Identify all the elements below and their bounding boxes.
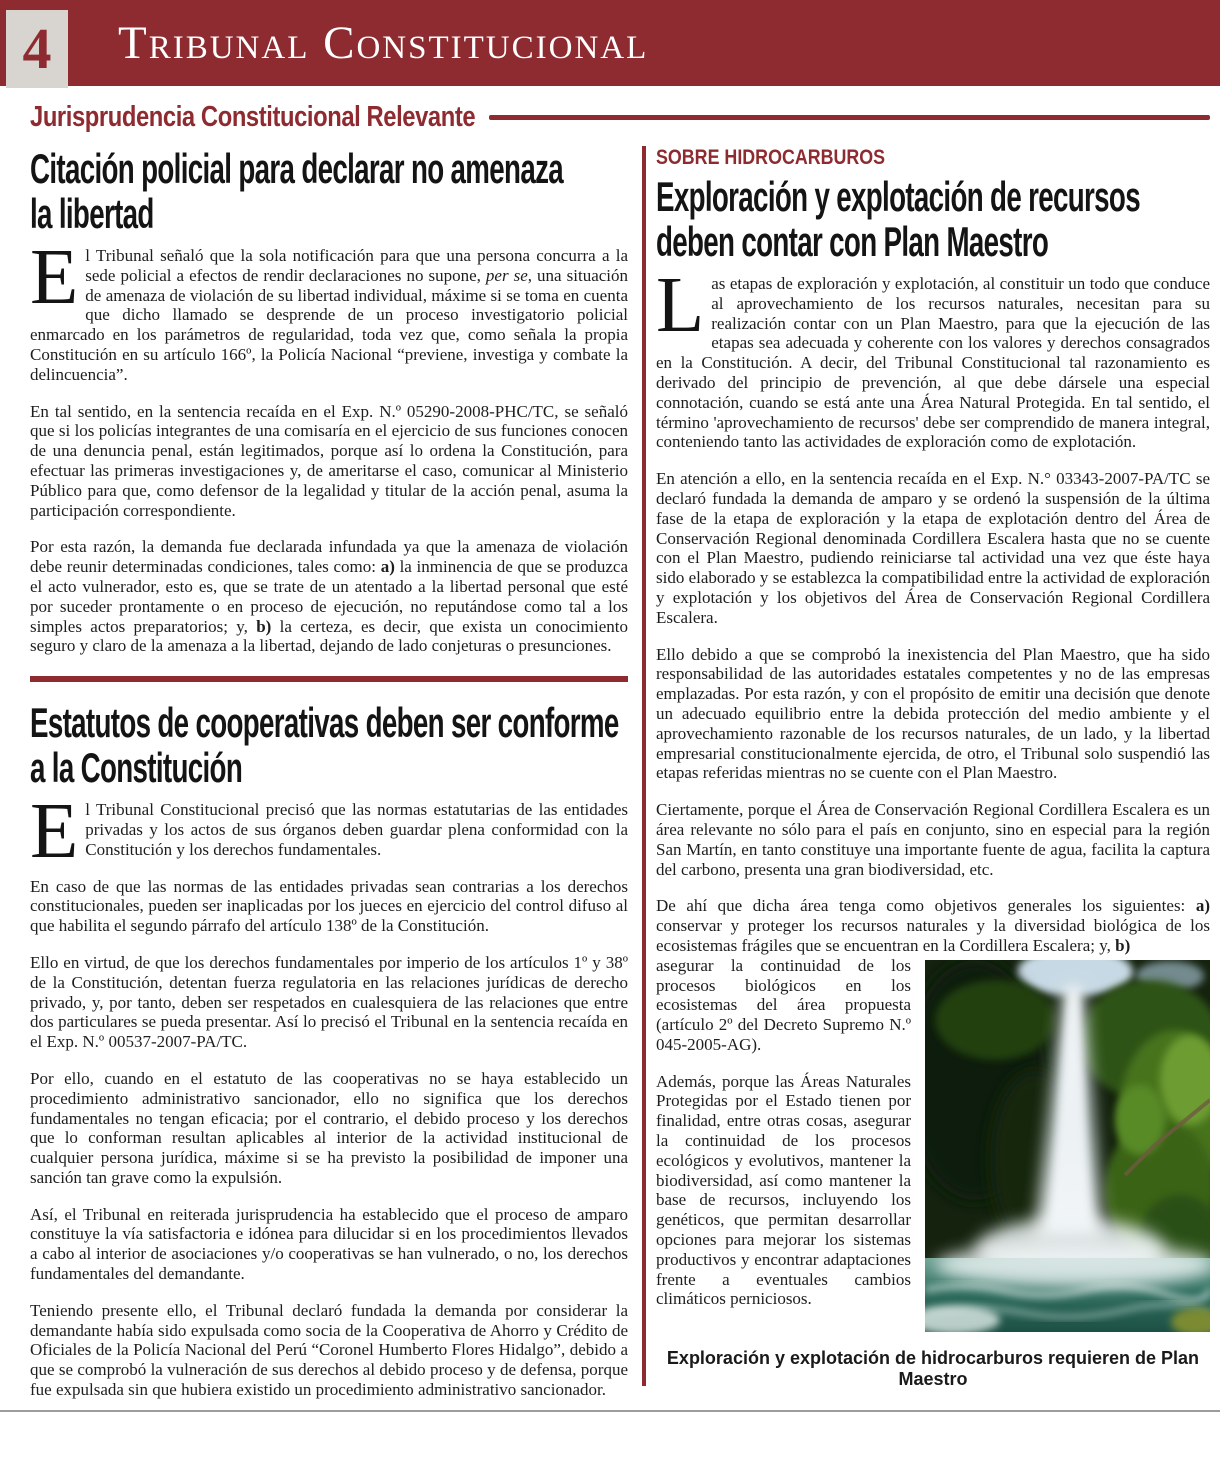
body-paragraph: De ahí que dicha área tenga como objetivos generales los siguientes: a) conservar y proteger los recursos naturales y la diversidad biológica de los ecosistemas frágiles que se encuentran en la Cordillera Escalera; y, b) — [656, 896, 1210, 955]
section-heading: Jurisprudencia Constitucional Relevante — [30, 101, 476, 133]
article-title: Estatutos de cooperativas deben ser conforme a la Constitución — [30, 699, 619, 792]
body-paragraph: Ello debido a que se comprobó la inexistencia del Plan Maestro, que ha sido responsabilidad de las autoridades estatales competentes y no de las empresas emplazadas. Por esta razón, y con el propósito de emitir una decisión que denote un adecuado equilibrio entre la debida protección del medio ambiente y el aprovechamiento razonable de los recursos naturales, de un lado, y la libertad empresarial constitucionalmente ejercida, de otro, el Tribunal solo suspendió las etapas referidas mientras no se cuente con el Plan Maestro. — [656, 644, 1210, 783]
section-rule — [489, 115, 1210, 120]
body-paragraph: Ciertamente, porque el Área de Conservación Regional Cordillera Escalera es un área relevante no sólo para el país en conjunto, sino en especial para la región San Martín, en tanto constituye una importante fuente de agua, facilita la captura del carbono, presenta una gran biodiversidad, etc. — [656, 800, 1210, 879]
right-column — [656, 144, 1210, 1400]
body-paragraph-wrapping: Además, porque las Áreas Naturales Protegidas por el Estado tienen por finalidad, entre otras cosas, asegurar la continuidad de los procesos ecológicos y evolutivos, mantener la biodiversidad, así como mantener la base de recursos, incluyendo los genéticos, que permitan desarrollar opciones para mejorar los sistemas productivos y encontrar adaptaciones frente a eventuales cambios climáticos perniciosos. — [656, 1071, 911, 1309]
article-title: Exploración y explotación de recursos deben contar con Plan Maestro — [656, 173, 1140, 265]
body-paragraph: En caso de que las normas de las entidades privadas sean contrarias a los derechos constitucionales, pueden ser inaplicadas por los jueces en ejercicio del control difuso al que habilita el segundo párrafo del artículo 138º de la Constitución. — [30, 876, 628, 936]
drop-cap: E — [30, 234, 79, 321]
waterfall-image — [925, 960, 1210, 1332]
lead-text: l Tribunal Constitucional precisó que las normas estatutarias de las entidades privadas y los actos de sus órganos deben guardar plena conformidad con la Constitución y los derechos fundamentales. — [85, 800, 628, 859]
column-divider-rule — [642, 146, 646, 1386]
body-paragraph-wrapping: asegurar la continuidad de los procesos biológicos en los ecosistemas del área propuesta (artículo 2º del Decreto Supremo N.º 045-2005-AG). — [656, 955, 911, 1054]
section-heading-row — [30, 101, 1210, 134]
body-paragraph: Así, el Tribunal en reiterada jurisprudencia ha establecido que el proceso de amparo constituye la vía satisfactoria e idónea para dilucidar si en los procedimientos llevados a cabo al interior de asociaciones y/o cooperativas se han vulnerado, o no, los derechos fundamentales del demandante. — [30, 1204, 628, 1284]
lead-text: l Tribunal señaló que la sola notificación para que una persona concurra a la sede policial a efectos de rendir declaraciones no supone, per se, una situación de amenaza de violación de su libertad individual, máxime si se toma en cuenta que dicho llamado se desprende de un proceso investigatorio policial enmarcado en los parámetros de regularidad, toda vez que, como señala la propia Constitución en su artículo 166º, la Policía Nacional “previene, investiga y combate la delincuencia”. — [30, 246, 629, 384]
content-columns — [0, 142, 1220, 1400]
page-number: 4 — [22, 16, 52, 81]
lead-paragraph — [30, 788, 628, 876]
body-paragraph: Por esta razón, la demanda fue declarada infundada ya que la amenaza de violación debe reunir determinadas condiciones, tales como: a) la inminencia de que se produzca el acto vulnerador, esto es, que se trate de un atentado a la libertad personal que esté por suceder prontamente o en proceso de ejecución, no reputándose como tal a los simples actos preparatorios; y, b) la certeza, es decir, que exista un conocimiento seguro y claro de la amenaza a la libertad, dejando de lado conjeturas o presunciones. — [30, 537, 628, 656]
article-kicker: SOBRE HIDROCARBUROS — [656, 146, 886, 169]
lead-paragraph — [30, 234, 629, 385]
page-number-box — [6, 10, 68, 88]
bottom-rule — [0, 1410, 1220, 1412]
waterfall-photo — [925, 960, 1210, 1332]
article-title: Citación policial para declarar no amenaza la libertad — [30, 145, 564, 237]
left-column — [30, 144, 628, 1400]
drop-cap: E — [30, 788, 79, 876]
article-estatutos-cooperativas — [30, 698, 628, 1400]
body-paragraph: Por ello, cuando en el estatuto de las cooperativas no se haya establecido un procedimiento administrativo sancionador, ello no significa que los derechos fundamentales no tengan eficacia; por el contrario, el debido proceso y los derechos que lo conforman resultan aplicables al interior de la actividad institucional de cualquier persona jurídica, máxime si se ha previsto la posibilidad de imponer una sanción tan grave como la expulsión. — [30, 1068, 628, 1187]
photo-caption: Exploración y explotación de hidrocarburos requieren de Plan Maestro — [666, 1347, 1200, 1389]
lead-paragraph — [656, 262, 1210, 452]
masthead-title: Tribunal Constitucional — [118, 17, 649, 69]
body-paragraph: Teniendo presente ello, el Tribunal declaró fundada la demanda por considerar la demandante había sido expulsada como socia de la Cooperativa de Ahorro y Crédito de Oficiales de la Policía Nacional del Perú “Coronel Humberto Flores Hidalgo”, debido a que se comprobó la vulneración de sus derechos al debido proceso y de defensa, porque fue expulsada sin que hubiera existido un procedimiento administrativo sancionador. — [30, 1300, 628, 1400]
body-paragraph: En tal sentido, en la sentencia recaída en el Exp. N.º 05290-2008-PHC/TC, se señaló que si los policías integrantes de una comisaría en el ejercicio de sus funciones conocen de una denuncia penal, están legitimados, porque así lo ordena la Constitución, para efectuar las primeras investigaciones y, de ameritarse el caso, comunicar al Ministerio Público para que, como defensor de la legalidad y titular de la acción penal, asuma la participación correspondiente. — [30, 401, 628, 520]
drop-cap: L — [656, 262, 705, 349]
body-paragraph: En atención a ello, en la sentencia recaída en el Exp. N.° 03343-2007-PA/TC se declaró fundada la demanda de amparo y se ordenó la suspensión de la última fase de la etapa de exploración y la etapa de explotación dentro del Área de Conservación Regional denominada Cordillera Escalera hasta que no se cuente con el Plan Maestro, pudiendo reiniciarse tal actividad una vez que éste haya sido elaborado y se establezca la compatibilidad entre la actividad de exploración y explotación y los objetivos del Área de Conservación Regional Cordillera Escalera. — [656, 469, 1210, 627]
article-hidrocarburos — [656, 144, 1210, 1390]
article-divider-rule — [30, 676, 628, 682]
masthead-band — [0, 0, 1220, 86]
article-citacion-policial — [30, 144, 628, 656]
lead-text: as etapas de exploración y explotación, al constituir un todo que conduce al aprovechamiento de los recursos naturales, necesitan para su realización contar con un Plan Maestro, para que la ejecución de las etapas sea adecuada y coherente con los valores y derechos consagrados en la Constitución. A decir, del Tribunal Constitucional tal razonamiento es derivado del principio de prevención, al que debe dársele una especial connotación, cuando se está ante una Área Natural Protegida. En tal sentido, el término 'aprovechamiento de recursos' debe ser comprendido de manera integral, conteniendo tanto las actividades de exploración como de explotación. — [656, 274, 1210, 452]
body-paragraph: Ello en virtud, de que los derechos fundamentales por imperio de los artículos 1º y 38º de la Constitución, detentan fuerza regulatoria en las relaciones jurídicas de derecho privado, y, por tanto, deben ser respetados en cualesquiera de las relaciones que entre dos particulares se pueda presentar. Así lo precisó el Tribunal en la sentencia recaída en el Exp. N.º 00537-2007-PA/TC. — [30, 952, 628, 1052]
